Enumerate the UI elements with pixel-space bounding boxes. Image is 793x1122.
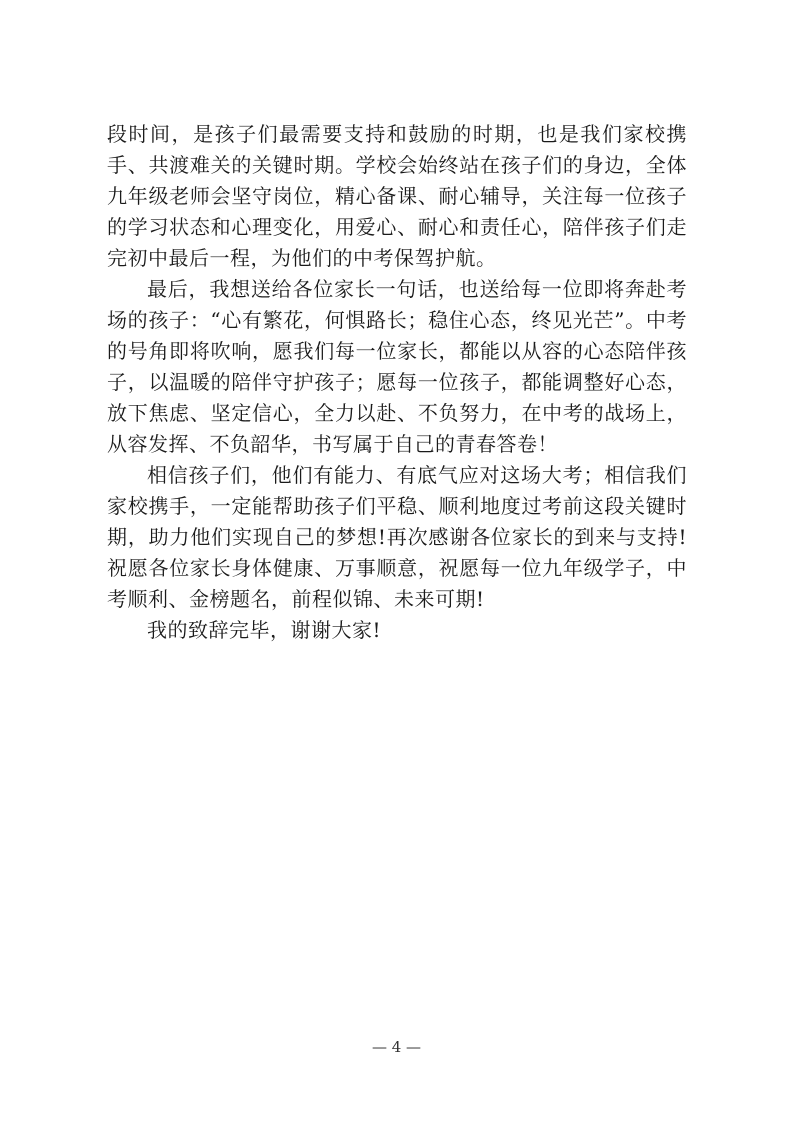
paragraph-closing-wish: 最后，我想送给各位家长一句话，也送给每一位即将奔赴考场的孩子：“心有繁花，何惧路长；稳住心态，终见光芒”。中考的号角即将吹响，愿我们每一位家长，都能以从容的心态陪伴孩子，以温暖的陪伴守护孩子；愿每一位孩子，都能调整好心态，放下焦虑、坚定信心，全力以赴、不负努力，在中考的战场上，从容发挥、不负韶华，书写属于自己的青春答卷！ [107, 277, 687, 456]
paragraph-thanks: 相信孩子们，他们有能力、有底气应对这场大考；相信我们家校携手，一定能帮助孩子们平稳、顺利地度过考前这段关键时期，助力他们实现自己的梦想!再次感谢各位家长的到来与支持!祝愿各位家长身体健康、万事顺意，祝愿每一位九年级学子，中考顺利、金榜题名，前程似锦、未来可期! [107, 463, 687, 611]
paragraph-end: 我的致辞完毕，谢谢大家! [147, 618, 382, 642]
document-body [107, 119, 687, 646]
page-number: — 4 — [371, 1038, 422, 1056]
paragraph-continuation: 段时间，是孩子们最需要支持和鼓励的时期，也是我们家校携手、共渡难关的关键时期。学校会始终站在孩子们的身边，全体九年级老师会坚守岗位，精心备课、耐心辅导，关注每一位孩子的学习状态和心理变化，用爱心、耐心和责任心，陪伴孩子们走完初中最后一程，为他们的中考保驾护航。 [107, 122, 687, 270]
